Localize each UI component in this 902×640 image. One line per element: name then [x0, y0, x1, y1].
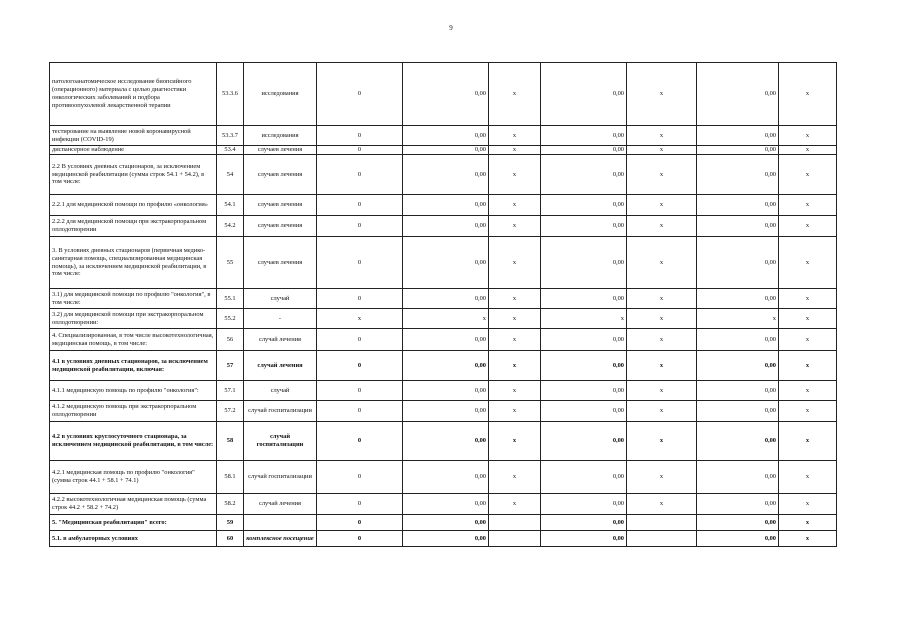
- cell-mark-2: x: [627, 401, 697, 422]
- cell-mark-3: x: [779, 146, 837, 155]
- row-label: 5.1. в амбулаторных условиях: [50, 531, 217, 547]
- row-label: диспансерное наблюдение: [50, 146, 217, 155]
- row-code: 56: [217, 329, 244, 351]
- cell-mark-3: x: [779, 195, 837, 216]
- row-code: 58.2: [217, 494, 244, 515]
- cell-mark-2: x: [627, 146, 697, 155]
- row-unit: случаев лечения: [244, 146, 317, 155]
- row-label: 4.1.2 медицинскую помощь при экстракорпоральном оплодотворении: [50, 401, 217, 422]
- cell-mark-2: x: [627, 309, 697, 329]
- row-label: 2.2.1 для медицинской помощи по профилю «онкология»: [50, 195, 217, 216]
- row-label: 2.2 В условиях дневных стационаров, за исключением медицинской реабилитации (сумма строк 54.1 + 54.2), в том числе:: [50, 155, 217, 195]
- cell-mark-2: x: [627, 126, 697, 146]
- row-label: 5. "Медицинская реабилитация" всего:: [50, 515, 217, 531]
- services-table: [49, 62, 837, 547]
- cell-mark-2: x: [627, 381, 697, 401]
- cell-value-4: 0,00: [697, 381, 779, 401]
- cell-mark-1: x: [489, 289, 541, 309]
- cell-value-2: 0,00: [403, 515, 489, 531]
- row-unit: [244, 515, 317, 531]
- cell-mark-3: x: [779, 401, 837, 422]
- cell-mark-2: x: [627, 63, 697, 126]
- row-code: 57.2: [217, 401, 244, 422]
- cell-value-1: 0: [317, 289, 403, 309]
- cell-mark-1: x: [489, 195, 541, 216]
- row-code: 57.1: [217, 381, 244, 401]
- cell-value-2: 0,00: [403, 531, 489, 547]
- cell-value-4: 0,00: [697, 422, 779, 461]
- cell-mark-3: x: [779, 531, 837, 547]
- cell-value-3: 0,00: [541, 216, 627, 237]
- row-code: 60: [217, 531, 244, 547]
- table-row: [50, 237, 837, 289]
- row-code: 59: [217, 515, 244, 531]
- row-unit: исследования: [244, 126, 317, 146]
- table-row: [50, 494, 837, 515]
- cell-mark-1: x: [489, 63, 541, 126]
- cell-value-3: x: [541, 309, 627, 329]
- cell-value-3: 0,00: [541, 494, 627, 515]
- table-row: [50, 195, 837, 216]
- cell-mark-2: x: [627, 289, 697, 309]
- row-unit: случаев лечения: [244, 216, 317, 237]
- cell-value-4: 0,00: [697, 63, 779, 126]
- row-unit: случай лечения: [244, 494, 317, 515]
- row-label: 4.2.1 медицинская помощь по профилю "онкология" (сумма строк 44.1 + 58.1 + 74.1): [50, 461, 217, 494]
- row-unit: случай лечения: [244, 329, 317, 351]
- row-code: 54.2: [217, 216, 244, 237]
- cell-mark-3: x: [779, 289, 837, 309]
- cell-value-1: 0: [317, 146, 403, 155]
- cell-value-1: 0: [317, 216, 403, 237]
- row-label: 3. В условиях дневных стационаров (первичная медико-санитарная помощь, специализированная медицинская помощь), за исключением медицинской реабилитации, в том числе:: [50, 237, 217, 289]
- row-code: 55.1: [217, 289, 244, 309]
- page-number: 9: [449, 24, 453, 32]
- row-code: 54.1: [217, 195, 244, 216]
- cell-mark-2: x: [627, 329, 697, 351]
- row-code: 53.3.6: [217, 63, 244, 126]
- cell-value-3: 0,00: [541, 422, 627, 461]
- cell-value-1: 0: [317, 126, 403, 146]
- cell-mark-1: x: [489, 494, 541, 515]
- cell-mark-1: x: [489, 329, 541, 351]
- row-label: 4.2.2 высокотехнологичная медицинская помощь (сумма строк 44.2 + 58.2 + 74.2): [50, 494, 217, 515]
- cell-value-4: 0,00: [697, 146, 779, 155]
- cell-value-1: 0: [317, 63, 403, 126]
- cell-value-3: 0,00: [541, 155, 627, 195]
- cell-mark-1: x: [489, 461, 541, 494]
- cell-value-3: 0,00: [541, 461, 627, 494]
- cell-mark-1: x: [489, 422, 541, 461]
- row-label: тестирование на выявление новой коронавирусной инфекции (COVID-19): [50, 126, 217, 146]
- cell-value-3: 0,00: [541, 63, 627, 126]
- table-row: [50, 309, 837, 329]
- cell-value-4: 0,00: [697, 515, 779, 531]
- row-code: 54: [217, 155, 244, 195]
- row-label: 4.1 в условиях дневных стационаров, за исключением медицинской реабилитации, включая:: [50, 351, 217, 381]
- cell-value-1: 0: [317, 329, 403, 351]
- cell-value-4: 0,00: [697, 195, 779, 216]
- cell-mark-2: x: [627, 351, 697, 381]
- cell-value-3: 0,00: [541, 531, 627, 547]
- cell-value-2: 0,00: [403, 126, 489, 146]
- cell-mark-2: x: [627, 461, 697, 494]
- cell-value-2: 0,00: [403, 494, 489, 515]
- cell-value-3: 0,00: [541, 146, 627, 155]
- row-unit: случаев лечения: [244, 195, 317, 216]
- cell-mark-2: x: [627, 195, 697, 216]
- row-unit: случаев лечения: [244, 155, 317, 195]
- cell-mark-3: x: [779, 381, 837, 401]
- table-row: [50, 531, 837, 547]
- cell-value-1: 0: [317, 494, 403, 515]
- cell-value-4: 0,00: [697, 329, 779, 351]
- cell-mark-3: x: [779, 515, 837, 531]
- cell-value-2: 0,00: [403, 63, 489, 126]
- row-label: 2.2.2 для медицинской помощи при экстракорпоральном оплодотворении: [50, 216, 217, 237]
- cell-value-4: x: [697, 309, 779, 329]
- cell-mark-3: x: [779, 351, 837, 381]
- row-unit: исследования: [244, 63, 317, 126]
- table-row: [50, 461, 837, 494]
- cell-value-4: 0,00: [697, 155, 779, 195]
- cell-mark-1: x: [489, 401, 541, 422]
- cell-mark-1: x: [489, 351, 541, 381]
- row-code: 58: [217, 422, 244, 461]
- row-label: 4.2 в условиях круглосуточного стационара, за исключением медицинской реабилитации, в том числе:: [50, 422, 217, 461]
- row-code: 55.2: [217, 309, 244, 329]
- table-row: [50, 216, 837, 237]
- row-unit: случай лечения: [244, 351, 317, 381]
- cell-mark-3: x: [779, 126, 837, 146]
- cell-mark-3: x: [779, 216, 837, 237]
- table-row: [50, 401, 837, 422]
- cell-mark-3: x: [779, 461, 837, 494]
- cell-mark-2: [627, 531, 697, 547]
- cell-value-2: 0,00: [403, 146, 489, 155]
- cell-mark-3: x: [779, 494, 837, 515]
- cell-value-1: 0: [317, 351, 403, 381]
- table-row: [50, 381, 837, 401]
- row-label: патологоанатомическое исследование биопсийного (операционного) материала с целью диагностики онкологических заболеваний и подбора противоопухолевой лекарственной терапии: [50, 63, 217, 126]
- cell-mark-1: x: [489, 216, 541, 237]
- cell-value-3: 0,00: [541, 329, 627, 351]
- cell-value-1: 0: [317, 461, 403, 494]
- cell-mark-2: x: [627, 422, 697, 461]
- cell-mark-1: x: [489, 309, 541, 329]
- cell-value-3: 0,00: [541, 237, 627, 289]
- cell-value-3: 0,00: [541, 195, 627, 216]
- cell-mark-1: x: [489, 126, 541, 146]
- cell-mark-1: x: [489, 146, 541, 155]
- cell-value-1: 0: [317, 195, 403, 216]
- cell-value-4: 0,00: [697, 461, 779, 494]
- table-row: [50, 515, 837, 531]
- row-unit: случай госпитализации: [244, 422, 317, 461]
- row-code: 57: [217, 351, 244, 381]
- cell-mark-2: x: [627, 155, 697, 195]
- row-unit: случай госпитализации: [244, 401, 317, 422]
- cell-value-3: 0,00: [541, 289, 627, 309]
- row-unit: случай: [244, 289, 317, 309]
- cell-value-4: 0,00: [697, 494, 779, 515]
- cell-value-1: 0: [317, 155, 403, 195]
- cell-mark-2: x: [627, 237, 697, 289]
- cell-value-4: 0,00: [697, 289, 779, 309]
- cell-mark-2: x: [627, 494, 697, 515]
- cell-value-1: 0: [317, 401, 403, 422]
- cell-value-2: 0,00: [403, 422, 489, 461]
- cell-value-4: 0,00: [697, 237, 779, 289]
- cell-value-1: 0: [317, 237, 403, 289]
- row-unit: -: [244, 309, 317, 329]
- cell-value-1: 0: [317, 531, 403, 547]
- cell-value-4: 0,00: [697, 351, 779, 381]
- cell-value-2: 0,00: [403, 155, 489, 195]
- row-unit: случай: [244, 381, 317, 401]
- table-body: [50, 63, 837, 547]
- cell-mark-1: [489, 531, 541, 547]
- table-row: [50, 126, 837, 146]
- cell-value-2: 0,00: [403, 216, 489, 237]
- row-code: 53.4: [217, 146, 244, 155]
- row-code: 55: [217, 237, 244, 289]
- cell-mark-3: x: [779, 155, 837, 195]
- cell-value-2: 0,00: [403, 381, 489, 401]
- cell-mark-2: x: [627, 216, 697, 237]
- cell-mark-2: [627, 515, 697, 531]
- row-label: 3.2) для медицинской помощи при экстракорпоральном оплодотворении:: [50, 309, 217, 329]
- row-unit: случай госпитализации: [244, 461, 317, 494]
- cell-value-3: 0,00: [541, 381, 627, 401]
- cell-mark-3: x: [779, 309, 837, 329]
- cell-value-2: 0,00: [403, 195, 489, 216]
- cell-mark-3: x: [779, 63, 837, 126]
- cell-value-1: 0: [317, 515, 403, 531]
- cell-value-3: 0,00: [541, 515, 627, 531]
- cell-mark-3: x: [779, 237, 837, 289]
- row-code: 58.1: [217, 461, 244, 494]
- cell-value-1: x: [317, 309, 403, 329]
- table-row: [50, 329, 837, 351]
- cell-value-1: 0: [317, 381, 403, 401]
- row-code: 53.3.7: [217, 126, 244, 146]
- cell-mark-1: [489, 515, 541, 531]
- row-unit: комплексное посещение: [244, 531, 317, 547]
- table-row: [50, 146, 837, 155]
- cell-value-2: 0,00: [403, 401, 489, 422]
- cell-value-4: 0,00: [697, 531, 779, 547]
- cell-value-4: 0,00: [697, 126, 779, 146]
- table-row: [50, 351, 837, 381]
- cell-value-2: x: [403, 309, 489, 329]
- row-unit: случаев лечения: [244, 237, 317, 289]
- table-row: [50, 289, 837, 309]
- table-row: [50, 155, 837, 195]
- table-row: [50, 63, 837, 126]
- cell-mark-1: x: [489, 381, 541, 401]
- cell-value-2: 0,00: [403, 237, 489, 289]
- cell-value-4: 0,00: [697, 401, 779, 422]
- cell-value-2: 0,00: [403, 461, 489, 494]
- row-label: 4.1.1 медицинскую помощь по профилю "онкология":: [50, 381, 217, 401]
- cell-value-3: 0,00: [541, 401, 627, 422]
- cell-mark-1: x: [489, 237, 541, 289]
- cell-value-3: 0,00: [541, 351, 627, 381]
- cell-mark-1: x: [489, 155, 541, 195]
- row-label: 3.1) для медицинской помощи по профилю "онкология", в том числе:: [50, 289, 217, 309]
- cell-value-4: 0,00: [697, 216, 779, 237]
- table-row: [50, 422, 837, 461]
- cell-value-2: 0,00: [403, 329, 489, 351]
- cell-value-2: 0,00: [403, 289, 489, 309]
- cell-value-2: 0,00: [403, 351, 489, 381]
- cell-mark-3: x: [779, 329, 837, 351]
- row-label: 4. Специализированная, в том числе высокотехнологичная, медицинская помощь, в том числе:: [50, 329, 217, 351]
- cell-value-1: 0: [317, 422, 403, 461]
- cell-mark-3: x: [779, 422, 837, 461]
- cell-value-3: 0,00: [541, 126, 627, 146]
